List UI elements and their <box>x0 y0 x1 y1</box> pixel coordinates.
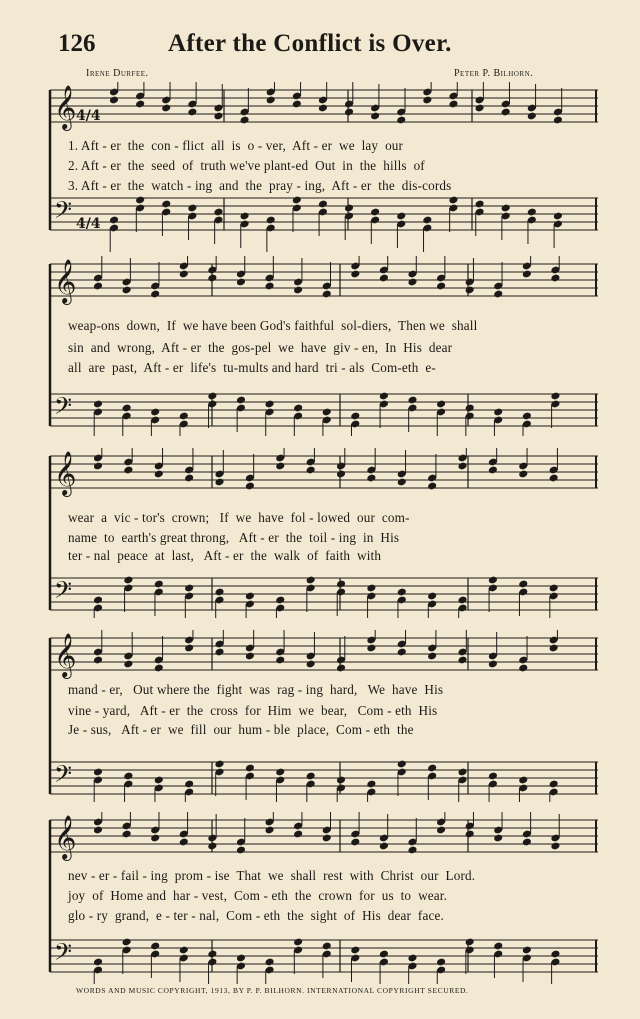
notehead <box>488 772 498 781</box>
lyric-line: nev - er - fail - ing prom - ise That we shall rest with Christ our Lord. <box>68 868 476 883</box>
notehead <box>93 656 103 665</box>
notehead <box>245 482 255 491</box>
notehead <box>275 596 285 605</box>
treble-clef-icon: 𝄞 <box>54 815 77 859</box>
notehead <box>396 116 406 125</box>
time-signature: 4/4 <box>76 108 101 124</box>
notehead <box>154 470 164 479</box>
notehead <box>366 644 376 653</box>
notehead <box>366 780 376 789</box>
notehead <box>370 208 380 217</box>
notehead <box>397 588 407 597</box>
notehead <box>179 270 189 279</box>
notehead <box>427 592 437 601</box>
notehead <box>154 664 164 673</box>
notehead <box>306 466 316 475</box>
notehead <box>154 776 164 785</box>
notehead <box>493 290 503 299</box>
notehead <box>207 274 217 283</box>
notehead <box>293 404 303 413</box>
notehead <box>318 200 328 209</box>
notehead <box>493 408 503 417</box>
bass-clef-icon: 𝄢 <box>54 576 73 609</box>
notehead <box>122 404 132 413</box>
notehead <box>207 842 217 851</box>
music-system-4 <box>44 630 600 802</box>
notehead <box>427 482 437 491</box>
notehead <box>214 588 224 597</box>
notehead <box>93 826 103 835</box>
notehead <box>236 396 246 405</box>
lyric-line: mand - er, Out where the fight was rag - ing hard, We have His <box>68 682 444 697</box>
notehead <box>475 104 485 113</box>
notehead <box>527 208 537 217</box>
notehead <box>350 270 360 279</box>
notehead <box>350 838 360 847</box>
notehead <box>266 96 276 105</box>
notehead <box>236 954 246 963</box>
notehead <box>322 408 332 417</box>
notehead <box>123 466 133 475</box>
notehead <box>292 100 302 109</box>
notehead <box>522 412 532 421</box>
notehead <box>407 396 417 405</box>
notehead <box>344 204 354 213</box>
notehead <box>366 474 376 483</box>
notehead <box>407 278 417 287</box>
composer-credit: Peter P. Bilhorn. <box>454 68 534 79</box>
notehead <box>553 116 563 125</box>
notehead <box>407 846 417 855</box>
notehead <box>93 462 103 471</box>
notehead <box>436 400 446 409</box>
notehead <box>264 826 274 835</box>
notehead <box>214 478 224 487</box>
lyric-line: 1. Aft - er the con - flict all is o - ver, Aft - er we lay our <box>68 138 404 153</box>
notehead <box>207 950 217 959</box>
notehead <box>379 274 389 283</box>
notehead <box>488 466 498 475</box>
notehead <box>436 282 446 291</box>
notehead <box>397 478 407 487</box>
notehead <box>396 212 406 221</box>
notehead <box>187 204 197 213</box>
notehead <box>213 208 223 217</box>
lyric-line: wear a vic - tor's crown; If we have fol - lowed our com- <box>68 510 410 525</box>
notehead <box>207 392 217 401</box>
treble-clef-icon: 𝄞 <box>54 633 77 677</box>
notehead <box>493 834 503 843</box>
notehead <box>518 470 528 479</box>
notehead <box>150 290 160 299</box>
treble-clef-icon: 𝄞 <box>54 451 77 495</box>
notehead <box>161 200 171 209</box>
notehead <box>553 212 563 221</box>
notehead <box>488 576 498 585</box>
notehead <box>184 780 194 789</box>
notehead <box>448 100 458 109</box>
hymn-number: 126 <box>58 30 96 57</box>
notehead <box>214 760 224 769</box>
notehead <box>379 842 389 851</box>
notehead <box>379 392 389 401</box>
notehead <box>407 954 417 963</box>
notehead <box>161 104 171 113</box>
lyricist-credit: Irene Durfee. <box>86 68 149 79</box>
notehead <box>518 580 528 589</box>
lyric-line: sin and wrong, Aft - er the gos-pel we have giv - en, In His dear <box>68 340 453 355</box>
notehead <box>336 470 346 479</box>
bass-clef-icon: 𝄢 <box>54 938 73 971</box>
lyric-line: 2. Aft - er the seed of truth we've plant-ed Out in the hills of <box>68 158 425 173</box>
music-system-2 <box>44 256 600 436</box>
notehead <box>550 842 560 851</box>
notehead <box>527 112 537 121</box>
notehead <box>501 204 511 213</box>
lyric-line: vine - yard, Aft - er the cross for Him we bear, Com - eth His <box>68 703 438 718</box>
notehead <box>264 282 274 291</box>
notehead <box>422 96 432 105</box>
notehead <box>135 100 145 109</box>
notehead <box>150 942 160 951</box>
notehead <box>135 196 145 205</box>
notehead <box>240 116 250 125</box>
notehead <box>549 644 559 653</box>
notehead <box>123 576 133 585</box>
notehead <box>123 772 133 781</box>
notehead <box>465 938 475 947</box>
notehead <box>549 474 559 483</box>
notehead <box>293 830 303 839</box>
notehead <box>518 776 528 785</box>
lyric-line: glo - ry grand, e - ter - nal, Com - eth the sight of His dear face. <box>68 908 444 923</box>
notehead <box>150 408 160 417</box>
notehead <box>457 768 467 777</box>
notehead <box>93 400 103 409</box>
notehead <box>184 644 194 653</box>
notehead <box>122 286 132 295</box>
lyric-line: name to earth's great throng, Aft - er the toil - ing in His <box>68 530 400 545</box>
notehead <box>518 664 528 673</box>
notehead <box>109 96 119 105</box>
notehead <box>322 942 332 951</box>
music-system-5 <box>44 812 600 984</box>
notehead <box>318 104 328 113</box>
notehead <box>465 404 475 413</box>
notehead <box>366 584 376 593</box>
hymn-title: After the Conflict is Over. <box>168 30 452 57</box>
notehead <box>93 282 103 291</box>
bass-clef-icon: 𝄢 <box>54 760 73 793</box>
notehead <box>122 830 132 839</box>
notehead <box>213 112 223 121</box>
music-system-1 <box>44 82 600 252</box>
notehead <box>550 274 560 283</box>
notehead <box>350 946 360 955</box>
notehead <box>397 648 407 657</box>
copyright-notice: WORDS AND MUSIC COPYRIGHT, 1913, BY P. P. BILHORN. INTERNATIONAL COPYRIGHT SECURED. <box>76 986 469 995</box>
notehead <box>322 834 332 843</box>
notehead <box>422 216 432 225</box>
notehead <box>275 462 285 471</box>
lyric-line: ter - nal peace at last, Aft - er the walk of faith with <box>68 548 382 563</box>
notehead <box>448 196 458 205</box>
notehead <box>488 660 498 669</box>
notehead <box>122 938 132 947</box>
time-signature: 4/4 <box>76 216 101 232</box>
notehead <box>150 834 160 843</box>
notehead <box>93 958 103 967</box>
notehead <box>264 400 274 409</box>
notehead <box>214 648 224 657</box>
treble-clef-icon: 𝄞 <box>54 259 77 303</box>
notehead <box>549 780 559 789</box>
notehead <box>245 652 255 661</box>
bass-clef-icon: 𝄢 <box>54 392 73 425</box>
notehead <box>522 270 532 279</box>
notehead <box>240 212 250 221</box>
notehead <box>154 580 164 589</box>
notehead <box>245 764 255 773</box>
bass-clef-icon: 𝄢 <box>54 196 73 229</box>
lyric-line: weap-ons down, If we have been God's faithful sol-diers, Then we shall <box>68 318 478 333</box>
notehead <box>457 462 467 471</box>
notehead <box>109 216 119 225</box>
lyric-line: 3. Aft - er the watch - ing and the pray - ing, Aft - er the dis-cords <box>68 178 452 193</box>
notehead <box>179 946 189 955</box>
notehead <box>350 412 360 421</box>
notehead <box>184 474 194 483</box>
music-system-3 <box>44 448 600 618</box>
notehead <box>336 580 346 589</box>
notehead <box>275 656 285 665</box>
notehead <box>436 958 446 967</box>
notehead <box>322 290 332 299</box>
notehead <box>245 592 255 601</box>
notehead <box>179 838 189 847</box>
notehead <box>336 664 346 673</box>
notehead <box>501 108 511 117</box>
notehead <box>93 596 103 605</box>
notehead <box>457 596 467 605</box>
notehead <box>427 652 437 661</box>
notehead <box>493 942 503 951</box>
notehead <box>550 950 560 959</box>
notehead <box>264 958 274 967</box>
notehead <box>379 950 389 959</box>
notehead <box>236 278 246 287</box>
notehead <box>465 286 475 295</box>
lyric-line: Je - sus, Aft - er we fill our hum - ble place, Com - eth the <box>68 722 414 737</box>
notehead <box>336 776 346 785</box>
notehead <box>266 216 276 225</box>
notehead <box>436 826 446 835</box>
notehead <box>292 196 302 205</box>
notehead <box>370 112 380 121</box>
notehead <box>522 946 532 955</box>
notehead <box>550 392 560 401</box>
notehead <box>187 108 197 117</box>
notehead <box>522 838 532 847</box>
lyric-line: joy of Home and har - vest, Com - eth the crown for us to wear. <box>68 888 448 903</box>
notehead <box>344 108 354 117</box>
notehead <box>397 760 407 769</box>
notehead <box>475 200 485 209</box>
notehead <box>123 660 133 669</box>
notehead <box>293 286 303 295</box>
notehead <box>427 764 437 773</box>
notehead <box>236 846 246 855</box>
notehead <box>293 938 303 947</box>
notehead <box>93 768 103 777</box>
notehead <box>306 772 316 781</box>
notehead <box>457 656 467 665</box>
lyric-line: all are past, Aft - er life's tu-mults and hard tri - als Com-eth e- <box>68 360 436 375</box>
notehead <box>549 584 559 593</box>
notehead <box>275 768 285 777</box>
notehead <box>465 830 475 839</box>
notehead <box>306 660 316 669</box>
notehead <box>306 576 316 585</box>
treble-clef-icon: 𝄞 <box>54 85 77 129</box>
notehead <box>179 412 189 421</box>
notehead <box>184 584 194 593</box>
